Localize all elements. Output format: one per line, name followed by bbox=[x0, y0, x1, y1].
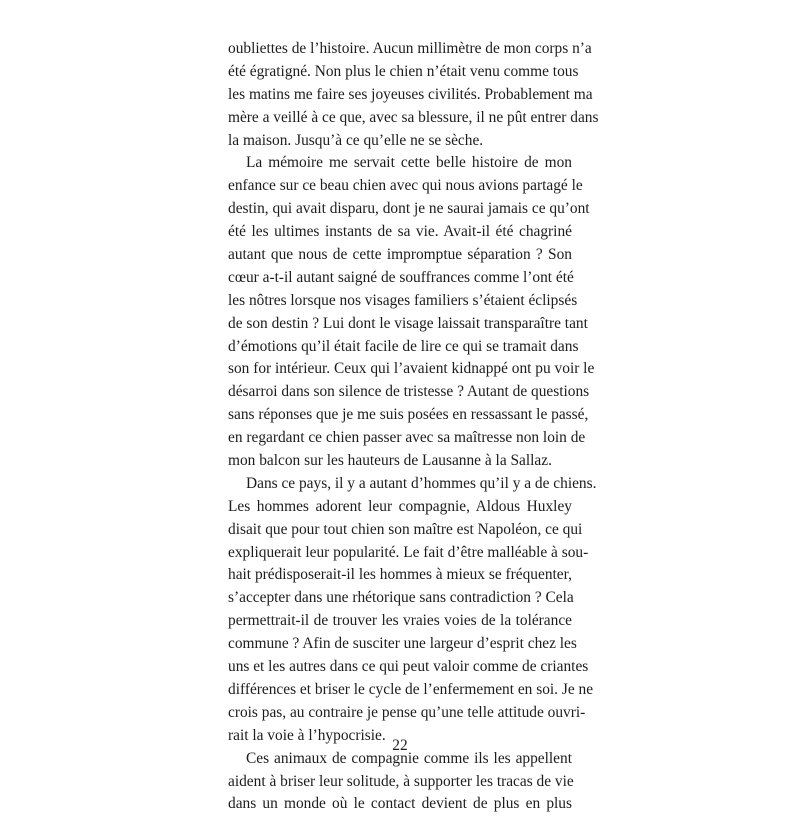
text-line: hait prédisposerait-il les hommes à mieux se fréquenter, bbox=[228, 566, 572, 584]
text-line: uns et les autres dans ce qui peut valoir comme de criantes bbox=[228, 658, 589, 676]
text-line: de son destin ? Lui dont le visage laissait transparaître tant bbox=[228, 314, 588, 332]
body-text bbox=[228, 38, 599, 816]
text-line: Ces animaux de compagnie comme ils les appellent bbox=[246, 749, 572, 767]
text-line: La mémoire me servait cette belle histoire de mon bbox=[246, 154, 572, 172]
text-line: mère a veillé à ce que, avec sa blessure, il ne pût entrer dans bbox=[228, 108, 599, 126]
text-line: crois pas, au contraire je pense qu’une telle attitude ouvri- bbox=[228, 703, 586, 721]
text-line: destin, qui avait disparu, dont je ne saurai jamais ce qu’ont bbox=[228, 200, 590, 218]
text-line: désarroi dans son silence de tristesse ? Autant de questions bbox=[228, 383, 590, 401]
text-line: mon balcon sur les hauteurs de Lausanne à la Sallaz. bbox=[228, 452, 552, 470]
text-line: son for intérieur. Ceux qui l’avaient kidnappé ont pu voir le bbox=[228, 360, 595, 378]
text-line: permettrait-il de trouver les vraies voies de la tolérance bbox=[228, 612, 572, 630]
text-line: en regardant ce chien passer avec sa maîtresse non loin de bbox=[228, 429, 586, 447]
text-line: commune ? Afin de susciter une largeur d’esprit chez les bbox=[228, 635, 577, 653]
text-line: dans un monde où le contact devient de plus en plus bbox=[228, 795, 572, 813]
text-line: enfance sur ce beau chien avec qui nous avions partagé le bbox=[228, 177, 583, 195]
page-number: 22 bbox=[392, 737, 408, 754]
text-line: rait la voie à l’hypocrisie. bbox=[228, 726, 386, 744]
text-line: oubliettes de l’histoire. Aucun millimètre de mon corps n’a bbox=[228, 40, 592, 57]
text-line: s’accepter dans une rhétorique sans contradiction ? Cela bbox=[228, 589, 574, 607]
text-line: été les ultimes instants de sa vie. Avait-il été chagriné bbox=[228, 223, 572, 241]
text-line: les matins me faire ses joyeuses civilités. Probablement ma bbox=[228, 85, 593, 103]
text-line: d’émotions qu’il était facile de lire ce qui se tramait dans bbox=[228, 337, 579, 355]
text-line: cœur a-t-il autant saigné de souffrances comme l’ont été bbox=[228, 268, 574, 286]
text-line: expliquerait leur popularité. Le fait d’être malléable à sou- bbox=[228, 543, 589, 561]
text-line: la maison. Jusqu’à ce qu’elle ne se sèche. bbox=[228, 131, 484, 149]
text-line: été égratigné. Non plus le chien n’était venu comme tous bbox=[228, 62, 579, 80]
text-line: différences et briser le cycle de l’enfermement en soi. Je ne bbox=[228, 680, 594, 698]
text-line: aident à briser leur solitude, à supporter les tracas de vie bbox=[228, 772, 574, 790]
text-line: disait que pour tout chien son maître est Napoléon, ce qui bbox=[228, 520, 583, 538]
text-line: Les hommes adorent leur compagnie, Aldous Huxley bbox=[228, 497, 572, 515]
text-line: les nôtres lorsque nos visages familiers s’étaient éclipsés bbox=[228, 291, 578, 309]
text-line: Dans ce pays, il y a autant d’hommes qu’il y a de chiens. bbox=[246, 474, 597, 492]
text-line: sans réponses que je me suis posées en ressassant le passé, bbox=[228, 406, 589, 424]
text-line: autant que nous de cette impromptue séparation ? Son bbox=[228, 246, 572, 264]
